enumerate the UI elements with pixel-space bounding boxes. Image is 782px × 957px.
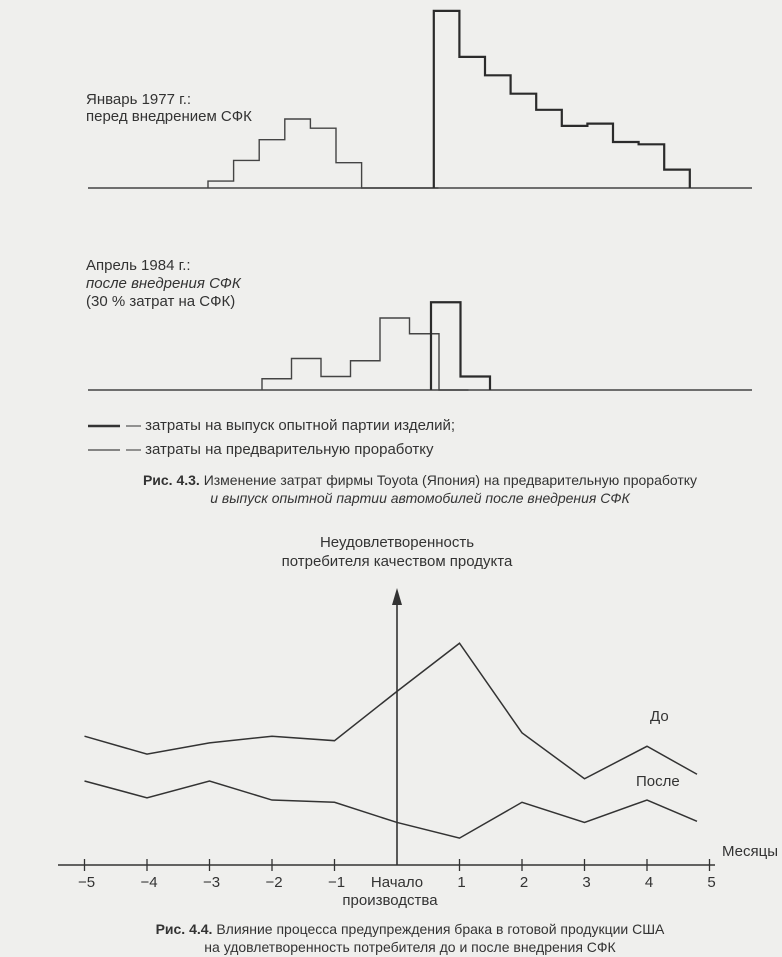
- top-step-chart: [88, 11, 752, 188]
- bottom-series-production: [431, 302, 490, 390]
- bottom-panel-label-line3: (30 % затрат на СФК): [86, 293, 236, 310]
- figure-4-4-axes: [58, 588, 715, 871]
- x-tick-label: 2: [519, 874, 529, 891]
- figure-4-3-caption: [70, 471, 770, 507]
- figure-4-4-lines: [85, 643, 698, 838]
- x-tick-label: 3: [582, 874, 591, 891]
- legend-item-production: — затраты на выпуск опытной партии изделий;: [126, 417, 456, 434]
- figure-4-3-chart: [0, 0, 782, 470]
- figure-4-4-chart: [0, 520, 782, 909]
- y-axis-arrow: [392, 588, 402, 605]
- top-panel-label-line2: перед внедрением СФК: [86, 108, 252, 125]
- bottom-series-prework: [262, 318, 469, 390]
- x-tick-label: −3: [202, 874, 221, 891]
- y-axis-title-line1: Неудовлетворенность: [319, 534, 475, 551]
- x-axis-title: Месяцы: [722, 843, 779, 860]
- figure-4-4-caption-line1: Влияние процесса предупреждения брака в готовой продукции США: [216, 921, 665, 937]
- x-tick-label: −2: [265, 874, 283, 891]
- figure-4-3-caption-line2: и выпуск опытной партии автомобилей после внедрения СФК: [210, 490, 630, 506]
- bottom-panel-label-line1: Апрель 1984 г.:: [86, 257, 191, 274]
- top-series-prework: [208, 119, 438, 188]
- x-tick-label: производства: [342, 892, 438, 909]
- x-tick-label: 1: [457, 874, 466, 891]
- x-tick-label: Начало: [370, 874, 424, 891]
- x-tick-label: −5: [77, 874, 96, 891]
- series-line-posle: [85, 781, 698, 838]
- figure-4-4-caption-line2: на удовлетворенность потребителя до и после внедрения СФК: [204, 939, 616, 955]
- top-series-production: [434, 11, 690, 188]
- figure-4-4-caption: [40, 920, 780, 956]
- x-tick-label: 5: [707, 874, 716, 891]
- bottom-panel-label-line2: после внедрения СФК: [86, 275, 241, 292]
- x-tick-label: −1: [327, 874, 346, 891]
- figure-4-4-caption-prefix: Рис. 4.4.: [155, 921, 213, 937]
- y-axis-title-line2: потребителя качеством продукта: [281, 553, 513, 570]
- bottom-step-chart: [88, 302, 752, 390]
- top-panel-label-line1: Январь 1977 г.:: [86, 91, 192, 108]
- figure-4-4-texts: [78, 534, 778, 909]
- figure-4-3-caption-prefix: Рис. 4.3.: [142, 472, 200, 488]
- x-tick-label: 4: [644, 874, 654, 891]
- legend-item-prework: — затраты на предварительную проработку: [126, 441, 434, 458]
- x-tick-label: −4: [140, 874, 158, 891]
- series-label-posle: После: [636, 773, 680, 790]
- series-label-do: До: [650, 708, 669, 725]
- series-line-do: [85, 643, 698, 779]
- figure-4-3-caption-line1: Изменение затрат фирмы Toyota (Япония) на предварительную проработку: [203, 472, 698, 488]
